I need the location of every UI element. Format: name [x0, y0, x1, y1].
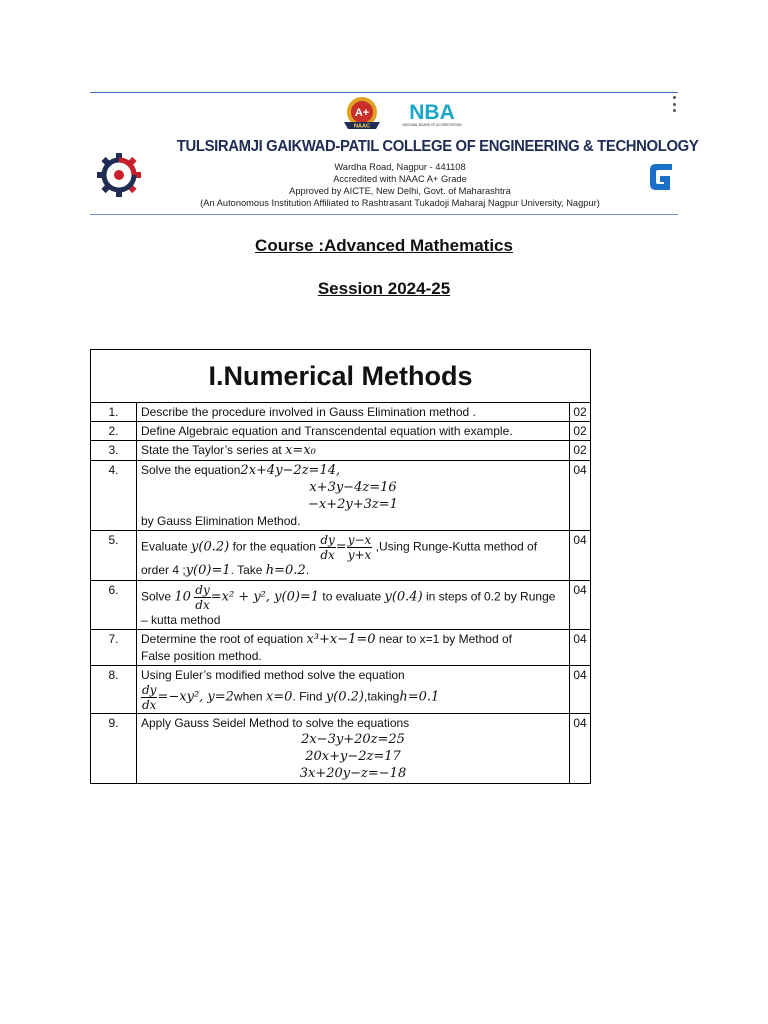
- more-options-icon: [672, 96, 676, 112]
- math-expression: y(0.2): [191, 539, 230, 555]
- math-expression: y(0.2): [325, 689, 364, 705]
- question-marks: 02: [570, 441, 591, 461]
- question-number: 6.: [91, 581, 137, 630]
- question-text: when: [233, 689, 263, 704]
- equation-2: x+3y−4z=16: [309, 480, 397, 495]
- math-expression: =−xy², y=2: [157, 689, 234, 705]
- question-row: [91, 461, 591, 531]
- college-accreditation: Accredited with NAAC A+ Grade: [333, 174, 467, 184]
- fraction-numerator: y−x: [347, 533, 372, 547]
- math-expression: x³+x−1=0: [306, 632, 376, 647]
- section-title: I.Numerical Methods: [91, 350, 591, 403]
- partner-g-logo: [646, 156, 676, 196]
- question-cell: [137, 630, 570, 666]
- college-affiliation: (An Autonomous Institution Affiliated to Rashtrasant Tukadoji Maharaj Nagpur University, Nagpur): [200, 198, 600, 208]
- question-text: for the equation: [232, 539, 316, 554]
- question-cell: [137, 714, 570, 784]
- nba-logo-text: NBA: [409, 101, 455, 124]
- fraction-denominator: dx: [320, 548, 335, 562]
- session-title: Session 2024-25: [317, 279, 451, 298]
- question-row: [91, 422, 591, 441]
- letterhead-bottom-rule: [90, 214, 678, 215]
- college-address: Wardha Road, Nagpur - 441108: [334, 162, 466, 172]
- question-number: 1.: [91, 403, 137, 422]
- question-text: . Find: [292, 689, 323, 704]
- question-text-tail: False position method.: [141, 649, 262, 663]
- question-text: Define Algebraic equation and Transcendental equation with example.: [137, 422, 570, 441]
- question-table: [90, 349, 591, 784]
- fraction-numerator: dy: [142, 683, 157, 697]
- question-cell: [137, 441, 570, 461]
- question-marks: 02: [570, 422, 591, 441]
- question-text: Describe the procedure involved in Gauss Elimination method .: [137, 403, 570, 422]
- fraction-numerator: dy: [320, 533, 335, 547]
- math-expression: x=0: [265, 689, 293, 705]
- fraction: [319, 533, 335, 562]
- letterhead: [90, 92, 699, 218]
- question-row: [91, 714, 591, 784]
- math-expression: x=x₀: [285, 443, 316, 458]
- question-number: 2.: [91, 422, 137, 441]
- math-expression: h=0.1: [399, 689, 440, 705]
- fraction: [141, 683, 157, 712]
- question-cell: Evaluate y(0.2) for the equation $\frac{dy}{dx}$ = $\frac{y-x}{y+x}$ ,Using Runge-Kutta method of order 4 ;y(0)=1. Take h=0.2.: [137, 531, 570, 581]
- question-number: 4.: [91, 461, 137, 531]
- question-text: Determine the root of equation: [141, 632, 304, 646]
- equation-1: 2x−3y+20z=25: [301, 732, 405, 747]
- question-marks: 04: [570, 531, 591, 581]
- question-marks: 04: [570, 666, 591, 714]
- question-row: [91, 531, 591, 581]
- question-number: 3.: [91, 441, 137, 461]
- question-number: 5.: [91, 531, 137, 581]
- gear-logo: [96, 152, 142, 198]
- question-text-tail: by Gauss Elimination Method.: [141, 514, 301, 528]
- college-approval: Approved by AICTE, New Delhi, Govt. of Maharashtra: [289, 186, 511, 196]
- question-marks: 04: [570, 714, 591, 784]
- course-title: Course :Advanced Mathematics: [255, 236, 513, 255]
- equation-1: 2x+4y−2z=14,: [240, 463, 341, 478]
- question-number: 8.: [91, 666, 137, 714]
- math-expression: =x² + y², y(0)=1: [210, 589, 320, 605]
- question-text: ,taking: [363, 689, 400, 704]
- math-expression: y(0.4): [384, 589, 423, 605]
- nba-logo-subtext: NATIONAL BOARD OF ACCREDITATION: [402, 123, 462, 127]
- question-text: Evaluate: [141, 539, 188, 554]
- fraction: [194, 583, 210, 612]
- question-text: Solve the equation: [141, 463, 241, 477]
- question-marks: 04: [570, 461, 591, 531]
- nba-logo: [402, 97, 462, 135]
- fraction-denominator: y+x: [347, 548, 372, 562]
- question-cell: [137, 581, 570, 630]
- question-cell: [137, 666, 570, 714]
- fraction-denominator: dx: [142, 698, 157, 712]
- equation-3: 3x+20y−z=−18: [299, 766, 407, 781]
- fraction: [347, 533, 373, 562]
- question-text: Solve: [141, 589, 172, 604]
- question-text: Apply Gauss Seidel Method to solve the equations: [141, 716, 410, 730]
- naac-label-text: NAAC: [354, 123, 370, 130]
- college-name: TULSIRAMJI GAIKWAD-PATIL COLLEGE OF ENGINEERING & TECHNOLOGY: [176, 138, 699, 155]
- math-expression: 10: [174, 589, 191, 605]
- equation-2: 20x+y−2z=17: [305, 749, 401, 764]
- letterhead-top-rule: [90, 92, 678, 93]
- question-text-tail: – kutta method: [141, 613, 221, 627]
- question-marks: 02: [570, 403, 591, 422]
- question-text: Using Euler’s modified method solve the equation: [141, 668, 405, 682]
- question-row: [91, 630, 591, 666]
- question-cell: [137, 461, 570, 531]
- question-text: in steps of 0.2 by Runge: [426, 589, 556, 604]
- question-text: .: [305, 563, 310, 577]
- fraction-numerator: dy: [195, 583, 210, 597]
- question-text: . Take: [230, 563, 263, 577]
- fraction-denominator: dx: [195, 598, 210, 612]
- question-number: 9.: [91, 714, 137, 784]
- question-number: 7.: [91, 630, 137, 666]
- question-text: near to x=1 by Method of: [378, 632, 512, 646]
- naac-logo: [340, 95, 384, 135]
- equation-3: −x+2y+3z=1: [308, 497, 398, 512]
- question-text: State the Taylor’s series at: [141, 443, 282, 457]
- question-row: [91, 666, 591, 714]
- question-text: ,Using Runge-Kutta method of: [375, 539, 538, 554]
- naac-grade-text: A+: [354, 107, 370, 119]
- question-row: [91, 441, 591, 461]
- question-text: order 4 ;: [141, 563, 186, 577]
- question-marks: 04: [570, 630, 591, 666]
- math-expression: y(0)=1: [185, 563, 231, 578]
- math-expression: h=0.2: [265, 563, 306, 578]
- question-marks: 04: [570, 581, 591, 630]
- question-row: [91, 403, 591, 422]
- question-row: [91, 581, 591, 630]
- question-text: to evaluate: [322, 589, 382, 604]
- section-header-row: [91, 350, 591, 403]
